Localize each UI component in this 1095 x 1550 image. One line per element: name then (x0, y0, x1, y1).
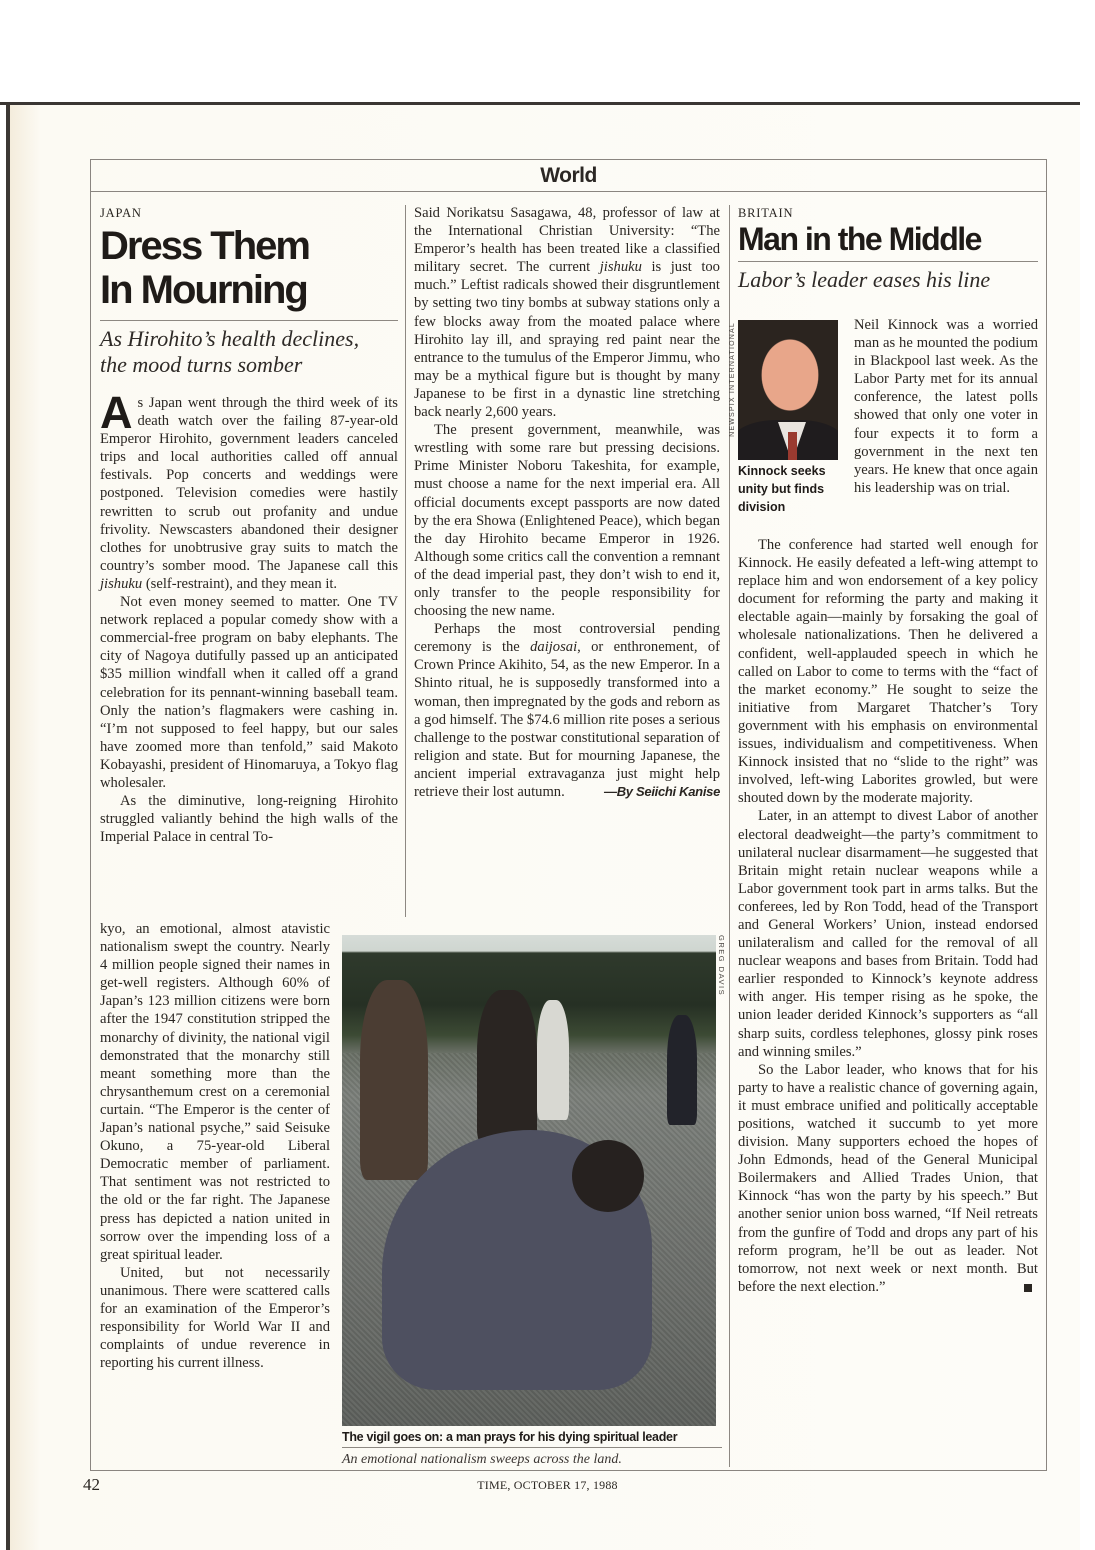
end-of-story-mark (1024, 1284, 1032, 1292)
britain-deck-rule (738, 261, 1038, 262)
japan-paragraph-3b: kyo, an emotional, almost atavistic nationalism swept the country. Nearly 4 million people signed their names in get-well registers. Although 60% of Japan’s 123 million citizens were born after the 1947 constitution stripped the monarchy of divinity, the national vigil demonstrated that the monarchy still meant something more than the chrysanthemum crest on a ceremonial curtain. “The Emperor is the center of Japan’s national psyche,” said Seisuke Okuno, a 75-year-old Liberal Democratic member of parliament. That sentiment was not restricted to the old or the far right. The Japanese press has depicted a nation united in sorrow over the impending loss of a great spiritual leader. (100, 921, 330, 1263)
japan-deck (100, 326, 398, 378)
japan-paragraph-3a: As the diminutive, long-reigning Hirohito struggled valiantly behind the high walls of the Imperial Palace in central To- (100, 793, 398, 846)
britain-deck: Labor’s leader eases his line (738, 267, 991, 292)
japan-deck-line-1: As Hirohito’s health declines, (100, 326, 360, 351)
publication-date: TIME, OCTOBER 17, 1988 (477, 1478, 618, 1492)
byline: —By Seiichi Kanise (604, 784, 720, 799)
japan-headline (100, 224, 398, 312)
section-header: World (91, 160, 1046, 192)
kinnock-portrait (738, 320, 838, 460)
portrait-photo-credit: NEWSPIX INTERNATIONAL (729, 322, 736, 437)
vigil-photo (342, 935, 716, 1426)
japan-paragraph-7 (414, 620, 720, 801)
japan-column-1 (100, 206, 398, 846)
japan-paragraph-5: Said Norikatsu Sasagawa, 48, professor of law at the International Christian University: “The Emperor’s health has been treated like a classified military secret. The current jishuku is just too much.” Leftist radicals showed their disgruntlement by setting two tiny bombs at subway stations only a few blocks away from the moated palace where Hirohito lay ill, and spraying red paint near the entrance to the tumulus of the Emperor Jimmu, who may be a mythical figure but is thought by many Japanese to be first in a dynastic line stretching back nearly 2,600 years. (414, 205, 720, 421)
britain-paragraph-3: Later, in an attempt to divest Labor of another electoral deadweight—the party’s commitment to unilateral nuclear disarmament—he suggested that Britain might retain nuclear weapons while a Labor government took part in arms talks. But the conferees, led by Ron Todd, head of the Transport and General Workers’ Union, instead endorsed unilateralism and called for the removal of all nuclear weapons and bases from Britain. Todd had earlier responded to Kinnock’s keynote address with anger. His temper rising as he spoke, the union leader derided Kinnock’s supporters as “all sharp suits, cordless telephones, glossy pink roses and winning smiles.” (738, 808, 1038, 1060)
figure-standing-right (667, 1015, 697, 1125)
britain-paragraph-2: The conference had started well enough for Kinnock. He easily defeated a left-wing attempt to replace him and won endorsement of a key policy document for reforming the party and making it electable again—mainly by forsaking the goal of wholesale nationalizations. Then he delivered a confident, well-applauded speech in which he called on Labor to come to terms with the “fact of the market economy.” He sought to seize the initiative from Margaret Thatcher’s Tory government with his emphasis on environmental issues, individualism and competitiveness. When Kinnock insisted that no “slide to the right” was involved, left-wing Laborites growled, but were shouted down by the moderate majority. (738, 537, 1038, 807)
japan-paragraph-1 (100, 387, 398, 593)
drop-cap: A (100, 387, 133, 438)
japan-deck-line-2: the mood turns somber (100, 352, 303, 377)
portrait-caption: Kinnock seeks unity but finds division (738, 464, 826, 514)
japan-paragraph-4: United, but not necessarily unanimous. There were scattered calls for an examination of the Emperor’s responsibility for World War II and complaints of undue reverence in reporting his current illness. (100, 1264, 330, 1372)
japan-paragraph-2: Not even money seemed to matter. One TV network replaced a popular comedy show with a commercial-free program on baby elephants. The city of Nagoya dutifully passed up an anticipated $35 million windfall when it called off a grand celebration for its pennant-winning baseball team. Only the nation’s flagmakers were cashing in. “I’m not supposed to feel happy, but our sales have zoomed more than tenfold,” said Makoto Kobayashi, president of Hinomaruya, a Tokyo flag wholesaler. (100, 594, 398, 791)
britain-paragraph-4-text: So the Labor leader, who knows that for his party to have a realistic chance of governing again, it must embrace unified and politically acceptable positions, watched it succumb to yet more division. Many supporters echoed the hopes of John Edmonds, head of the General Municipal Boilermakers and Allied Trades Union, that Kinnock “has won the party by his speech.” But another senior union boss warned, “If Neil retreats from the gunfire of Todd and drops any part of his reform program, he’ll be out as leader. Not tomorrow, not next week or next month. But before the next election.” (738, 1061, 1038, 1295)
japan-headline-line-2: In Mourning (100, 268, 307, 312)
britain-column-body (738, 536, 1038, 1296)
figure-standing-left (360, 980, 428, 1180)
page-number: 42 (83, 1475, 100, 1494)
japan-headline-line-1: Dress Them (100, 224, 309, 268)
britain-column-header (738, 206, 1038, 294)
britain-paragraph-1: Neil Kinnock was a worried man as he mounted the podium in Blackpool last week. As the Labor Party met for its annual conference, the latest polls showed that only one voter in four expects it to form a government in the next ten years. He knew that once again his leadership was on trial. (854, 317, 1038, 496)
main-photo-caption: The vigil goes on: a man prays for his dying spiritual leader (342, 1430, 678, 1444)
japan-column-1-narrow (100, 920, 330, 1372)
britain-kicker: BRITAIN (738, 206, 794, 220)
japan-paragraph-6: The present government, meanwhile, was wrestling with some rare but pressing decisions. Prime Minister Noboru Takeshita, for example, must choose a name for the next imperial era. All official documents except passports are now dated by the era Showa (Enlightened Peace), which began the day Hirohito became Emperor in 1926. Although some critics call the convention a remnant of the dead imperial past, they don’t wish to end it, only transfer to the people responsibility for choosing the new name. (414, 422, 720, 620)
britain-intro (854, 316, 1038, 497)
japan-paragraph-7-text: Perhaps the most controversial pending ceremony is the daijosai, or enthronement, of Crown Prince Akihito, 54, as the new Emperor. In a Shinto ritual, he is supposedly transformed into a woman, then impregnated by the gods and reborn as a god himself. The $74.6 million rite poses a serious challenge to the postwar constitutional separation of religion and state. But for mourning Japanese, the ancient imperial extravaganza just might help retrieve their lost autumn. (414, 621, 720, 800)
britain-headline: Man in the Middle (738, 221, 981, 257)
japan-column-2 (414, 204, 720, 801)
caption-divider (342, 1447, 722, 1448)
britain-paragraph-4 (738, 1061, 1038, 1296)
portrait-tie (788, 432, 797, 460)
main-photo-credit: GREG DAVIS (717, 935, 726, 997)
japan-deck-rule (100, 320, 398, 321)
japan-paragraph-1-text: s Japan went through the third week of its death watch over the failing 87-year-old Emperor Hirohito, government leaders canceled trips and local authorities called off annual festivals. Pop concerts and weddings were postponed. Television comedies were hastily rewritten to scrub out profanity and undue frivolity. Newscasters abandoned their designer clothes for unobtrusive gray suits to match the country’s somber mood. The Japanese call this jishuku (self-restraint), and they mean it. (100, 395, 398, 592)
figure-standing-center (477, 990, 537, 1145)
kneeling-man-head (572, 1140, 644, 1212)
figure-woman-white (537, 1000, 569, 1120)
japan-kicker: JAPAN (100, 206, 142, 220)
main-photo-subcaption: An emotional nationalism sweeps across the land. (342, 1452, 622, 1467)
column-divider-1 (405, 205, 406, 917)
